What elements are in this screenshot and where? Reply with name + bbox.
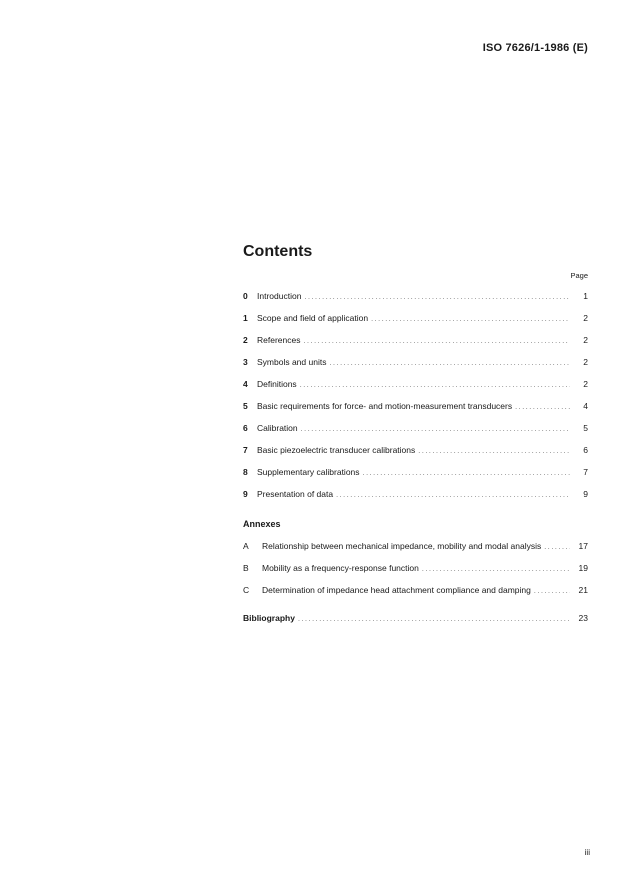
- annex-letter: A: [243, 541, 249, 551]
- toc-entry-page: 9: [583, 489, 588, 499]
- dot-leader: [336, 490, 570, 502]
- toc-entry-number: 4: [243, 379, 248, 389]
- toc-entry-title: Scope and field of application: [257, 313, 369, 323]
- toc-entry-number: 0: [243, 291, 248, 301]
- annex-title: Relationship between mechanical impedance, mobility and modal analysis: [262, 541, 542, 551]
- toc-entry-2[interactable]: [243, 334, 588, 356]
- page-number: iii: [584, 848, 590, 857]
- dot-leader: [304, 292, 570, 304]
- annex-page: 17: [578, 541, 588, 551]
- dot-leader: [303, 336, 570, 348]
- toc-entry-page: 6: [583, 445, 588, 455]
- toc-entry-title: Presentation of data: [257, 489, 334, 499]
- dot-leader: [422, 564, 570, 576]
- toc-entry-page: 2: [583, 357, 588, 367]
- toc-entry-title: Basic requirements for force- and motion-measurement transducers: [257, 401, 513, 411]
- annex-entry-b[interactable]: [243, 562, 588, 584]
- toc-entry-4[interactable]: [243, 378, 588, 400]
- toc-entry-1[interactable]: [243, 312, 588, 334]
- toc-entry-title: Symbols and units: [257, 357, 327, 367]
- annex-title: Determination of impedance head attachment compliance and damping: [262, 585, 531, 595]
- dot-leader: [534, 586, 570, 598]
- toc-entry-0[interactable]: [243, 290, 588, 312]
- toc-entry-page: 7: [583, 467, 588, 477]
- toc-entry-number: 1: [243, 313, 248, 323]
- toc-entry-number: 9: [243, 489, 248, 499]
- dot-leader: [300, 380, 570, 392]
- toc-entry-number: 5: [243, 401, 248, 411]
- toc-entry-page: 1: [583, 291, 588, 301]
- toc-entry-7[interactable]: [243, 444, 588, 466]
- annexes-heading: Annexes: [243, 519, 281, 529]
- toc-entry-page: 2: [583, 335, 588, 345]
- dot-leader: [329, 358, 570, 370]
- toc-entry-title: Definitions: [257, 379, 297, 389]
- toc-entry-title: References: [257, 335, 301, 345]
- toc-entry-9[interactable]: [243, 488, 588, 510]
- toc-entry-number: 6: [243, 423, 248, 433]
- toc-entry-5[interactable]: [243, 400, 588, 422]
- toc-entry-title: Supplementary calibrations: [257, 467, 360, 477]
- table-of-contents: [243, 290, 588, 510]
- annex-page: 19: [578, 563, 588, 573]
- toc-entry-title: Calibration: [257, 423, 298, 433]
- dot-leader: [301, 424, 570, 436]
- toc-entry-number: 8: [243, 467, 248, 477]
- page-column-label: Page: [570, 271, 588, 280]
- annex-list: [243, 540, 588, 606]
- annex-entry-c[interactable]: [243, 584, 588, 606]
- dot-leader: [418, 446, 570, 458]
- annex-title: Mobility as a frequency-response function: [262, 563, 419, 573]
- bibliography-entry[interactable]: [243, 612, 588, 634]
- toc-entry-8[interactable]: [243, 466, 588, 488]
- toc-entry-title: Basic piezoelectric transducer calibrations: [257, 445, 416, 455]
- contents-heading: Contents: [243, 243, 313, 260]
- annex-letter: B: [243, 563, 249, 573]
- toc-entry-page: 4: [583, 401, 588, 411]
- dot-leader: [515, 402, 570, 414]
- toc-entry-6[interactable]: [243, 422, 588, 444]
- toc-entry-page: 5: [583, 423, 588, 433]
- toc-entry-3[interactable]: [243, 356, 588, 378]
- annex-letter: C: [243, 585, 250, 595]
- dot-leader: [298, 614, 570, 626]
- toc-entry-title: Introduction: [257, 291, 302, 301]
- annex-page: 21: [578, 585, 588, 595]
- bibliography-page: 23: [578, 613, 588, 623]
- annex-entry-a[interactable]: [243, 540, 588, 562]
- toc-entry-page: 2: [583, 313, 588, 323]
- dot-leader: [544, 542, 570, 554]
- bibliography-title: Bibliography: [243, 613, 295, 623]
- dot-leader: [363, 468, 570, 480]
- toc-entry-page: 2: [583, 379, 588, 389]
- dot-leader: [371, 314, 570, 326]
- toc-entry-number: 3: [243, 357, 248, 367]
- toc-entry-number: 2: [243, 335, 248, 345]
- document-identifier: ISO 7626/1-1986 (E): [482, 42, 588, 54]
- toc-entry-number: 7: [243, 445, 248, 455]
